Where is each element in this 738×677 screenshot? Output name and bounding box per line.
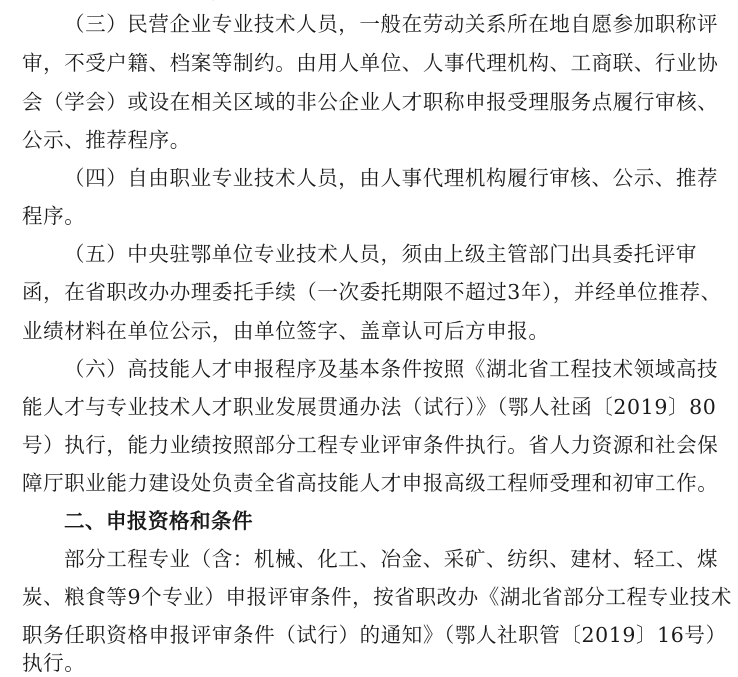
paragraph-7-line-2: 炭、粮食等9个专业）申报评审条件，按省职改办《湖北省部分工程专业技术 (22, 585, 732, 609)
paragraph-3-line-4: 公示、推荐程序。 (22, 128, 191, 152)
paragraph-7-line-4: 执行。 (22, 651, 86, 675)
paragraph-3-line-3: 会（学会）或设在相关区域的非公企业人才职称申报受理服务点履行审核、 (22, 90, 719, 114)
paragraph-5-line-2: 函，在省职改办办理委托手续（一次委托期限不超过3年），并经单位推荐、 (22, 280, 722, 304)
paragraph-6-line-1: （六）高技能人才申报程序及基本条件按照《湖北省工程技术领域高技 (64, 357, 719, 381)
cut-off-top-line (0, 0, 738, 6)
paragraph-6-line-3: 号）执行，能力业绩按照部分工程专业评审条件执行。省人力资源和社会保 (22, 433, 719, 457)
paragraph-4-line-1: （四）自由职业专业技术人员，由人事代理机构履行审核、公示、推荐 (64, 166, 719, 190)
paragraph-7-line-3: 职务任职资格申报评审条件（试行）的通知》（鄂人社职管〔2019〕16号） (22, 623, 727, 647)
section-heading: 二、申报资格和条件 (64, 509, 253, 533)
paragraph-5-line-1: （五）中央驻鄂单位专业技术人员，须由上级主管部门出具委托评审 (64, 242, 697, 266)
paragraph-3-line-2: 审，不受户籍、档案等制约。由用人单位、人事代理机构、工商联、行业协 (22, 51, 719, 75)
paragraph-6-line-2: 能人才与专业技术人才职业发展贯通办法（试行）》（鄂人社函〔2019〕80 (22, 395, 717, 419)
paragraph-4-line-2: 程序。 (22, 204, 86, 228)
paragraph-7-line-1: 部分工程专业（含：机械、化工、冶金、采矿、纺织、建材、轻工、煤 (64, 547, 719, 571)
cut-off-text (0, 0, 738, 6)
paragraph-3-line-1: （三）民营企业专业技术人员，一般在劳动关系所在地自愿参加职称评 (64, 12, 719, 36)
paragraph-6-line-4: 障厅职业能力建设处负责全省高技能人才申报高级工程师受理和初审工作。 (22, 471, 719, 495)
paragraph-5-line-3: 业绩材料在单位公示，由单位签字、盖章认可后方申报。 (22, 319, 550, 343)
